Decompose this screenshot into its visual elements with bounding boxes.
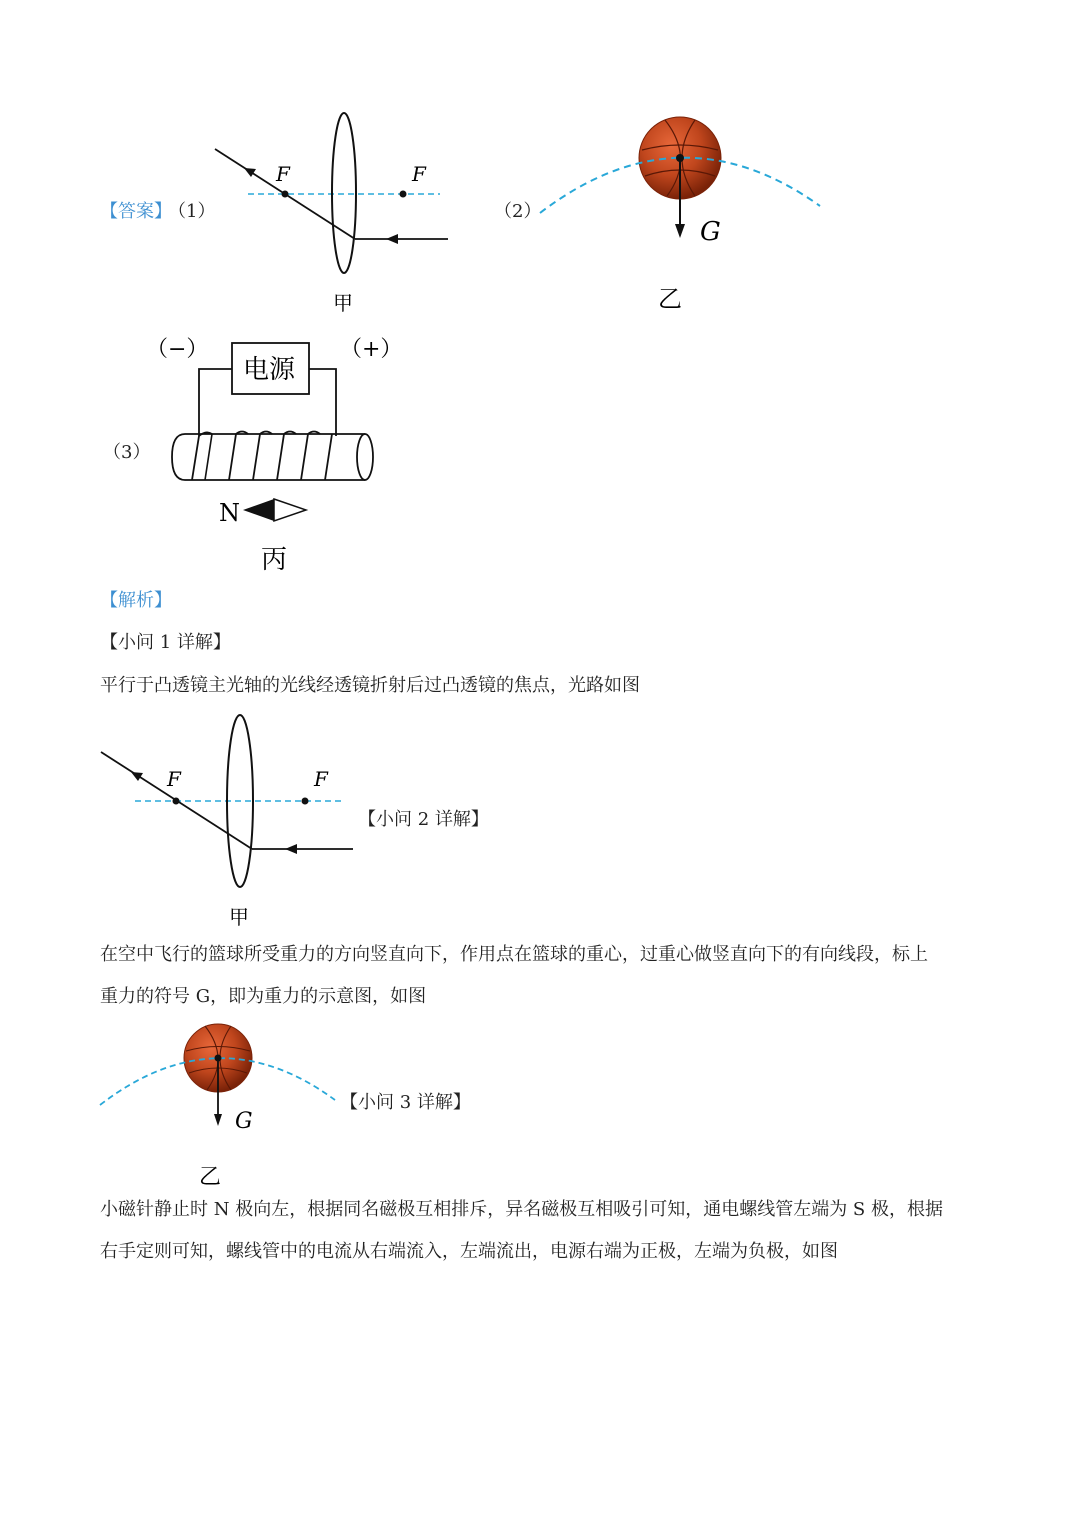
lens-caption: 甲 <box>333 291 353 315</box>
power-source-label: 电源 <box>243 355 296 385</box>
solenoid-diagram <box>140 330 403 580</box>
gravity-arrow-icon <box>214 1114 222 1126</box>
q2-text-line1: 在空中飞行的篮球所受重力的方向竖直向下，作用点在篮球的重心，过重心做竖直向下的有向线段，标上 <box>100 944 928 965</box>
q2-title: 【小问 2 详解】 <box>358 809 489 830</box>
needle-south-icon <box>274 499 306 521</box>
wire-left <box>199 369 232 436</box>
q2-text-line2: 重力的符号 G，即为重力的示意图，如图 <box>100 986 427 1007</box>
ball-caption: 乙 <box>199 1165 222 1190</box>
focus-right-label: F <box>412 162 426 186</box>
source-plus-label: （+） <box>340 337 403 362</box>
answer-part-3: （3） <box>103 442 151 463</box>
ball-diagram-answer <box>535 110 825 315</box>
convex-lens <box>332 113 356 273</box>
focus-left-label: F <box>167 767 181 791</box>
answer-part-1: （1） <box>168 201 216 222</box>
focus-right-dot <box>400 191 407 198</box>
gravity-label: G <box>235 1109 253 1134</box>
incident-arrow-icon <box>386 234 398 244</box>
lens-caption: 甲 <box>229 905 249 929</box>
q1-text: 平行于凸透镜主光轴的光线经透镜折射后过凸透镜的焦点，光路如图 <box>100 675 640 696</box>
source-minus-label: （−） <box>146 337 209 362</box>
q3-title: 【小问 3 详解】 <box>340 1092 471 1113</box>
refracted-arrow-icon <box>244 168 256 177</box>
answer-label: 【答案】 <box>100 201 172 222</box>
gravity-label: G <box>700 217 721 247</box>
ball-caption: 乙 <box>658 285 682 313</box>
q3-text-line1: 小磁针静止时 N 极向左，根据同名磁极互相排斥，异名磁极互相吸引可知，通电螺线管左端为 S 极，根据 <box>100 1199 943 1220</box>
focus-left-label: F <box>276 162 290 186</box>
refracted-arrow-icon <box>131 772 143 781</box>
ball-diagram-analysis <box>95 1018 345 1193</box>
gravity-arrow-icon <box>675 224 685 238</box>
focus-right-label: F <box>314 767 328 791</box>
solenoid-caption: 丙 <box>261 545 288 575</box>
answer-part-2: （2） <box>494 201 542 222</box>
lens-diagram-answer <box>200 105 460 320</box>
focus-left-dot <box>282 191 289 198</box>
solenoid-end <box>357 434 373 480</box>
wire-right <box>309 369 336 436</box>
q3-text-line2: 右手定则可知，螺线管中的电流从右端流入，左端流出，电源右端为正极，左端为负极，如图 <box>100 1241 838 1262</box>
lens-diagram-analysis <box>95 708 360 933</box>
q1-title: 【小问 1 详解】 <box>100 632 231 653</box>
needle-north-icon <box>243 499 274 521</box>
analysis-label: 【解析】 <box>100 590 172 611</box>
incident-arrow-icon <box>285 844 297 854</box>
needle-n-label: N <box>219 499 240 527</box>
